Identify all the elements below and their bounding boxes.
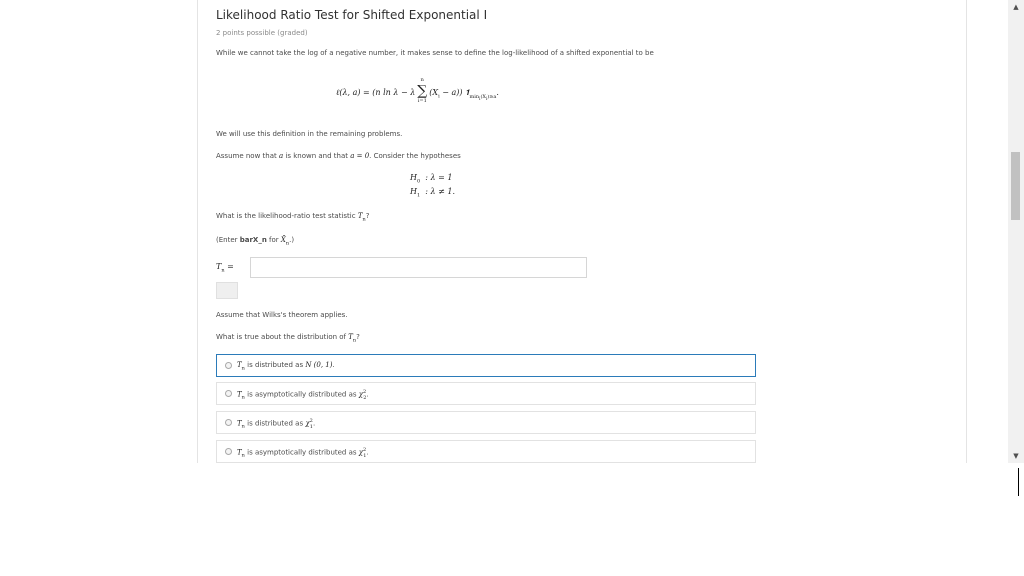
question-test-statistic: What is the likelihood-ratio test statistic $T_n$? xyxy=(216,212,370,223)
input-hint: (Enter barX_n for $X̄_n$.) xyxy=(216,236,295,247)
choice-chi2-1[interactable] xyxy=(216,411,756,434)
sum-symbol: n ∑ i=1 xyxy=(417,77,428,104)
choice-label: $T_n$ is asymptotically distributed as $\chi^2_2$. xyxy=(237,389,369,401)
radio-button[interactable] xyxy=(225,390,232,397)
choice-asymptotic-chi2-2[interactable] xyxy=(216,382,756,405)
answer-label: $T_n$ = xyxy=(216,262,234,274)
formula-lhs: ℓ(λ, a) = (n ln λ − λ xyxy=(336,88,416,97)
radio-button[interactable] xyxy=(225,419,232,426)
choice-label: $T_n$ is distributed as N (0, 1). xyxy=(237,361,335,372)
text-cursor-icon xyxy=(1018,468,1019,496)
points-possible: 2 points possible (graded) xyxy=(216,29,308,37)
scrollbar-thumb[interactable] xyxy=(1011,152,1020,220)
scroll-up-arrow-icon[interactable]: ▲ xyxy=(1013,3,1019,11)
intro-text: While we cannot take the log of a negative number, it makes sense to define the log-likelihood of a shifted exponential to be xyxy=(216,49,654,57)
radio-button[interactable] xyxy=(225,448,232,455)
hypothesis-h0: $H_0$ : λ = 1 xyxy=(410,173,453,185)
test-statistic-input[interactable] xyxy=(250,257,587,278)
question-distribution: What is true about the distribution of $T_n$? xyxy=(216,333,360,344)
submit-button[interactable] xyxy=(216,282,238,299)
choice-normal[interactable] xyxy=(216,354,756,377)
vertical-scrollbar[interactable] xyxy=(1008,0,1024,463)
formula-rhs: (X xyxy=(429,88,439,97)
problem-container xyxy=(197,0,967,463)
choice-label: $T_n$ is distributed as $\chi^2_1$. xyxy=(237,418,316,430)
choice-asymptotic-chi2-1[interactable] xyxy=(216,440,756,463)
definition-note: We will use this definition in the remaining problems. xyxy=(216,130,403,138)
radio-button[interactable] xyxy=(225,362,232,369)
choice-label: $T_n$ is asymptotically distributed as $\chi^2_1$. xyxy=(237,447,369,459)
problem-title: Likelihood Ratio Test for Shifted Exponential I xyxy=(216,8,488,22)
wilks-note: Assume that Wilks's theorem applies. xyxy=(216,311,348,319)
scroll-down-arrow-icon[interactable]: ▼ xyxy=(1013,452,1019,460)
hypothesis-h1: $H_1$ : λ ≠ 1. xyxy=(410,187,455,199)
assumption-text: Assume now that a is known and that a = 0. Consider the hypotheses xyxy=(216,152,461,160)
log-likelihood-formula: ℓ(λ, a) = (n ln λ − λ n ∑ i=1 $(X_i - a)$) $𝟏_{min_i(X_i)\ge a}$. xyxy=(336,77,499,104)
